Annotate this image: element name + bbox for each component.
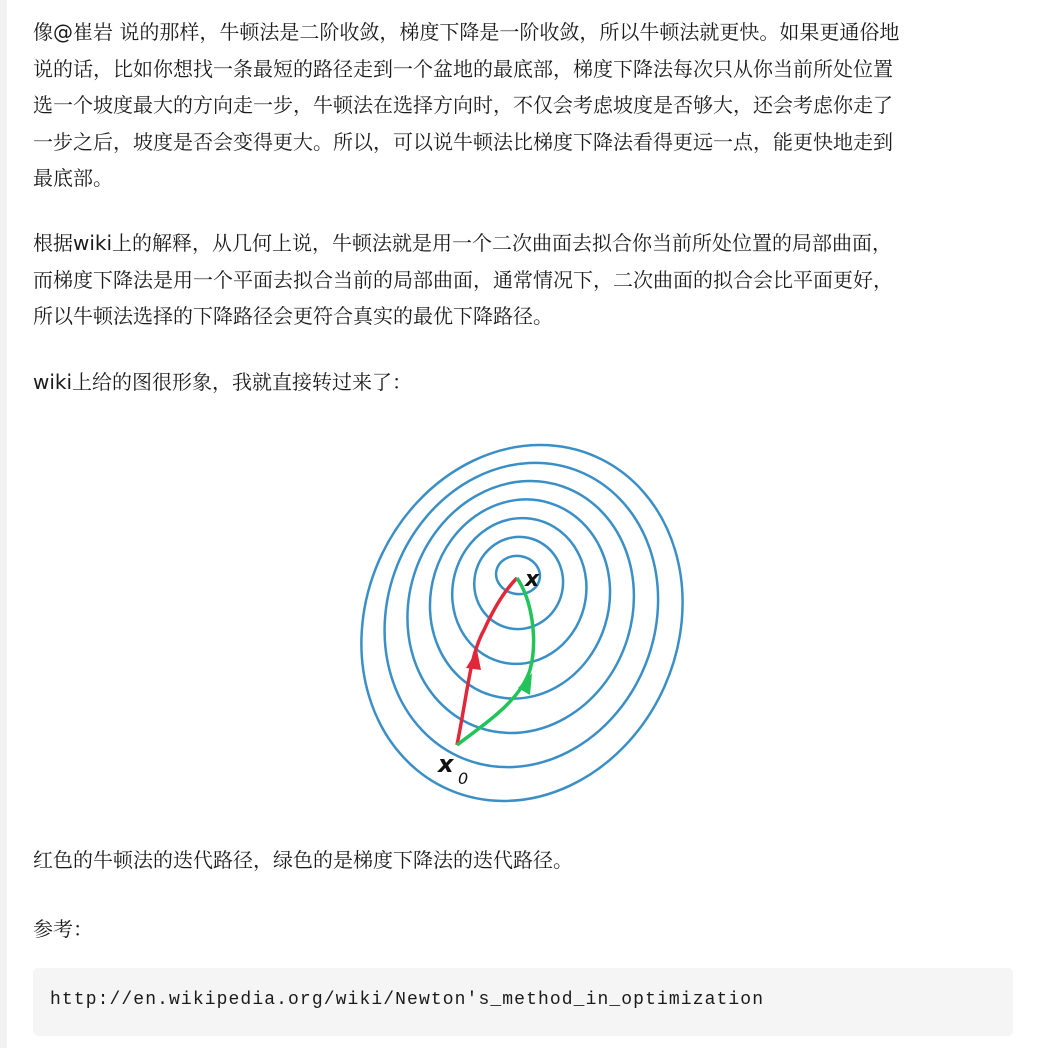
paragraph-geometry [33,225,893,335]
text-line: 像@崔岩 说的那样，牛顿法是二阶收敛，梯度下降是一阶收敛，所以牛顿法就更快。如果更通俗地 [33,20,900,44]
contour-figure [350,425,690,825]
paragraph-references-label [33,911,93,948]
text-line: wiki上给的图很形象，我就直接转过来了： [33,370,413,394]
text-line: 选一个坡度最大的方向走一步，牛顿法在选择方向时，不仅会考虑坡度是否够大，还会考虑你走了 [33,93,893,117]
text-line: 红色的牛顿法的迭代路径，绿色的是梯度下降法的迭代路径。 [33,848,573,872]
text-line: 一步之后，坡度是否会变得更大。所以，可以说牛顿法比梯度下降法看得更远一点，能更快地走到 [33,129,893,154]
paragraph-wiki-figure-intro [33,364,412,401]
label-minimum: x [525,567,540,592]
contour-line [406,477,635,721]
text-line: 而梯度下降法是用一个平面去拟合当前的局部曲面，通常情况下，二次曲面的拟合会比平面更好， [33,267,893,292]
paragraph-newton-intro [33,14,899,197]
contour-line [373,450,668,765]
text-line: 最底部。 [33,166,113,190]
text-line: 根据wiki上的解释，从几何上说，牛顿法就是用一个二次曲面去拟合你当前所处位置的局部曲面， [33,231,893,255]
text-line: 所以牛顿法选择的下降路径会更符合真实的最优下降路径。 [33,304,553,328]
left-gutter [0,0,7,1048]
label-start-subscript: 0 [458,769,469,788]
reference-url[interactable]: http://en.wikipedia.org/wiki/Newton's_method_in_optimization [50,990,765,1010]
text-line: 说的话，比如你想找一条最短的路径走到一个盆地的最底部，梯度下降法每次只从你当前所处位置 [33,56,893,81]
text-line: 参考： [33,917,93,941]
contour-line [350,425,690,825]
label-start: x [438,750,454,778]
code-block [33,968,1013,1036]
paragraph-caption [33,842,573,879]
